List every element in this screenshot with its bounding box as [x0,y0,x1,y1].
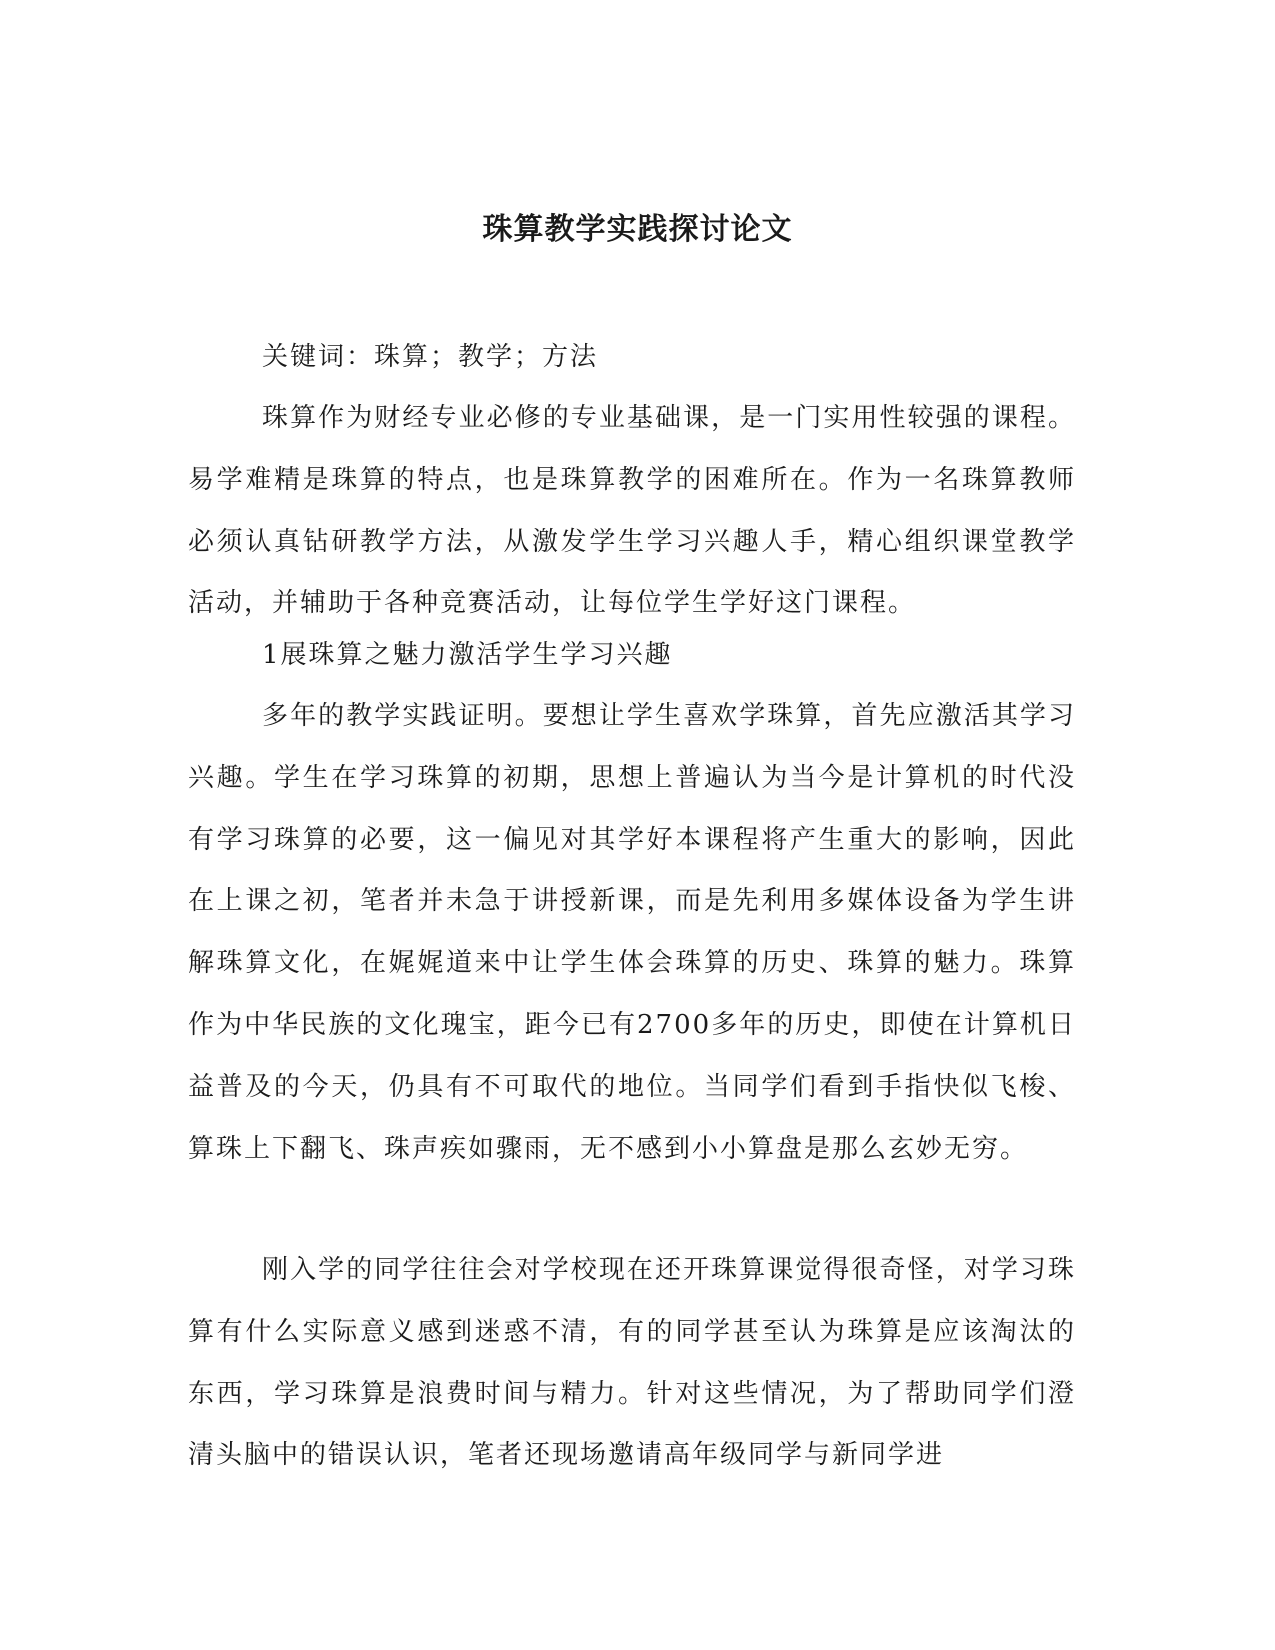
keywords-line: 关键词：珠算；教学；方法 [262,342,599,372]
document-title: 珠算教学实践探讨论文 [482,212,793,247]
paragraph-body-1: 多年的教学实践证明。要想让学生喜欢学珠算，首先应激活其学习兴趣。学生在学习珠算的初期，思想上普遍认为当今是计算机的时代没有学习珠算的必要，这一偏见对其学好本课程将产生重大的影响，因此在上课之初，笔者并未急于讲授新课，而是先利用多媒体设备为学生讲解珠算文化，在娓娓道来中让学生体会珠算的历史、珠算的魅力。珠算作为中华民族的文化瑰宝，距今已有2700多年的历史，即使在计算机日益普及的今天，仍具有不可取代的地位。当同学们看到手指快似飞梭、算珠上下翻飞、珠声疾如骤雨，无不感到小小算盘是那么玄妙无穷。 [188,701,1076,1164]
paragraph-intro: 珠算作为财经专业必修的专业基础课，是一门实用性较强的课程。易学难精是珠算的特点，也是珠算教学的困难所在。作为一名珠算教师必须认真钻研教学方法，从激发学生学习兴趣人手，精心组织课堂教学活动，并辅助于各种竞赛活动，让每位学生学好这门课程。 [188,403,1076,619]
paragraph-body-2: 刚入学的同学往往会对学校现在还开珠算课觉得很奇怪，对学习珠算有什么实际意义感到迷惑不清，有的同学甚至认为珠算是应该淘汰的东西，学习珠算是浪费时间与精力。针对这些情况，为了帮助同学们澄清头脑中的错误认识，笔者还现场邀请高年级同学与新同学进 [188,1255,1076,1471]
section-heading-1: 1展珠算之魅力激活学生学习兴趣 [262,640,673,670]
